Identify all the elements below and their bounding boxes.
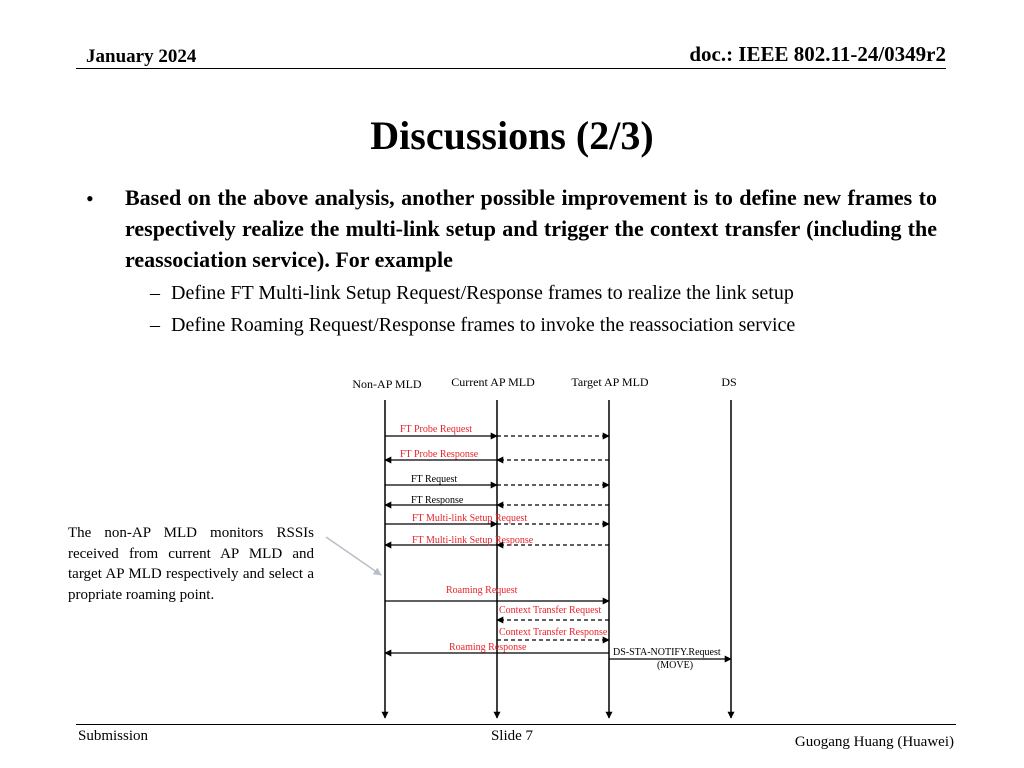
msg-ds-sta-notify: DS-STA-NOTIFY.Request — [613, 647, 721, 658]
entity-current-ap-mld: Current AP MLD — [451, 375, 535, 389]
msg-move: (MOVE) — [656, 660, 694, 671]
header-date: January 2024 — [86, 46, 197, 67]
footer-author: Guogang Huang (Huawei) — [794, 734, 954, 750]
msg-ft-response: FT Response — [411, 495, 464, 506]
header-doc-id: doc.: IEEE 802.11-24/0349r2 — [689, 42, 946, 66]
subitem-2: Define Roaming Request/Response frames to invoke the reassociation service — [171, 314, 796, 336]
msg-context-transfer-request: Context Transfer Request — [499, 605, 602, 616]
footer-submission: Submission — [78, 728, 149, 744]
subitem-dash-2: – — [150, 314, 160, 336]
msg-context-transfer-response: Context Transfer Response — [499, 627, 608, 638]
subitem-dash-1: – — [150, 282, 160, 304]
rssi-note: The non-AP MLD monitors RSSIs received from current AP MLD and target AP MLD respectively and select a propriate roaming point. — [68, 525, 314, 603]
bullet-text: Based on the above analysis, another possible improvement is to define new frames to respectively realize the multi-link setup and trigger the context transfer (including the reassociation service). For example — [125, 185, 937, 272]
msg-roaming-response: Roaming Response — [449, 642, 527, 653]
footer-slide-number: Slide 7 — [490, 728, 534, 744]
msg-ft-probe-response: FT Probe Response — [400, 449, 479, 460]
msg-ft-probe-request: FT Probe Request — [400, 424, 473, 435]
msg-ft-request: FT Request — [411, 474, 458, 485]
subitem-1: Define FT Multi-link Setup Request/Response frames to realize the link setup — [171, 282, 794, 304]
entity-target-ap-mld: Target AP MLD — [571, 375, 649, 389]
msg-roaming-request: Roaming Request — [446, 585, 518, 596]
msg-ft-ml-setup-request: FT Multi-link Setup Request — [412, 513, 528, 524]
entity-non-ap-mld: Non-AP MLD — [352, 377, 422, 391]
entity-ds: DS — [721, 375, 737, 389]
msg-ft-ml-setup-response: FT Multi-link Setup Response — [412, 535, 534, 546]
bullet-marker: • — [86, 186, 94, 211]
slide-title: Discussions (2/3) — [370, 113, 654, 158]
footer-rule — [76, 724, 956, 725]
note-pointer-arrow — [326, 537, 381, 575]
